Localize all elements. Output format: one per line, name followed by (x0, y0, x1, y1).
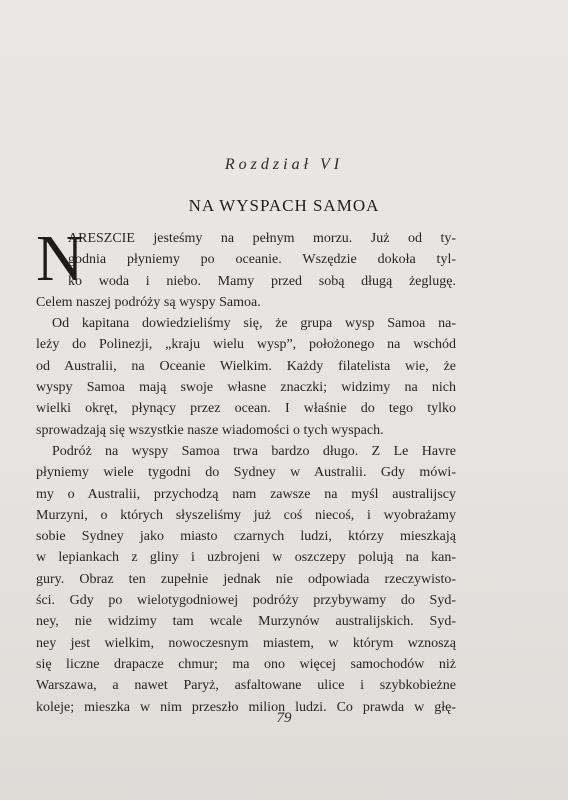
text-line: ko woda i niebo. Mamy przed sobą długą żeglugę. (68, 273, 456, 289)
text-line: leży do Polinezji, „kraju wielu wysp”, położonego na wschód (36, 337, 456, 353)
text-line: wielki okręt, płynący przez ocean. I właśnie do tego tylko (36, 401, 456, 417)
text-line: wyspy Samoa mają swoje własne znaczki; widzimy na nich (36, 380, 456, 396)
text-line: ści. Gdy po wielotygodniowej podróży przybywamy do Syd- (36, 593, 456, 609)
text-line: ney, nie widzimy tam wcale Murzynów australijskich. Syd- (36, 614, 456, 630)
text-line: ney jest wielkim, nowoczesnym miastem, w którym wznoszą (36, 635, 456, 651)
text-line: Podróż na wyspy Samoa trwa bardzo długo. Z Le Havre (52, 443, 456, 459)
text-line: Murzyni, o których słyszeliśmy już coś niecoś, i wyobrażamy (36, 507, 456, 523)
text-line: od Australii, na Oceanie Wielkim. Każdy filatelista wie, że (36, 358, 456, 374)
text-line: koleje; mieszka w nim przeszło milion ludzi. Co prawda w głę- (36, 699, 456, 715)
text-line: my o Australii, przychodzą nam zawsze na myśl australijscy (36, 486, 456, 502)
page-number: 79 (276, 710, 292, 726)
text-line: ARESZCIE jesteśmy na pełnym morzu. Już od ty- (68, 231, 456, 246)
text-line: Celem naszej podróży są wyspy Samoa. (36, 294, 261, 310)
text-line: sprowadzają się wszystkie nasze wiadomości o tych wyspach. (36, 422, 384, 438)
text-line: Od kapitana dowiedzieliśmy się, że grupa wysp Samoa na- (52, 316, 456, 332)
text-line: sobie Sydney jako miasto czarnych ludzi, którzy mieszkają (36, 529, 456, 545)
text-line: w lepiankach z gliny i uzbrojeni w oszczepy polują na kan- (36, 550, 456, 566)
text-line: godnia płyniemy po oceanie. Wszędzie dokoła tyl- (68, 252, 456, 268)
text-line: gury. Obraz ten zupełnie jednak nie odpowiada rzeczywisto- (36, 571, 456, 587)
text-line: płyniemy wiele tygodni do Sydney w Australii. Gdy mówi- (36, 465, 456, 481)
chapter-title: NA WYSPACH SAMOA (188, 196, 380, 215)
body-text (36, 222, 456, 718)
text-line: Warszawa, a nawet Paryż, asfaltowane ulice i szybkobieżne (36, 678, 456, 694)
chapter-number: Rozdział VI (224, 156, 344, 173)
text-line: się liczne drapacze chmur; ma ono więcej samochodów niż (36, 656, 456, 672)
drop-cap: N (36, 222, 84, 295)
